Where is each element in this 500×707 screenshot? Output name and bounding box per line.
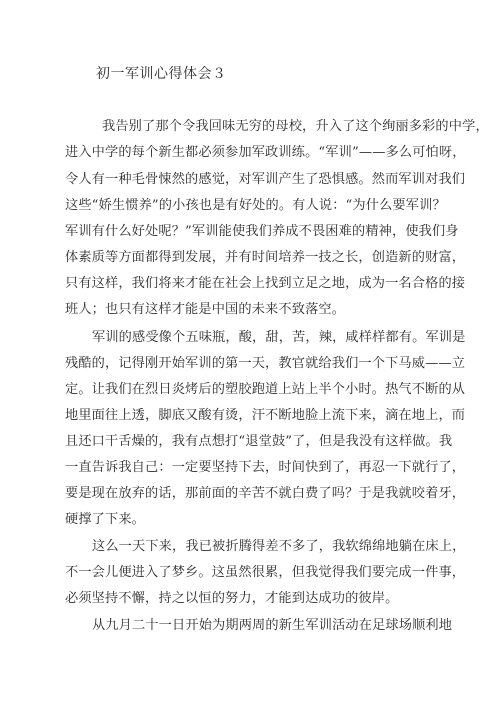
paragraph-2-line-5: 且还口干舌燥的，我有点想打“退堂鼓”了，但是我没有这样做。我 bbox=[65, 434, 453, 449]
paragraph-1-line-4: 这些“娇生惯养”的小孩也是有好处的。有人说：“为什么要军训？ bbox=[65, 198, 446, 213]
paragraph-1-line-6: 体素质等方面都得到发展，并有时间培养一技之长，创造新的财富， bbox=[65, 250, 466, 265]
paragraph-2-line-4: 地里面往上透，脚底又酸有烫，汗不断地脸上流下来，滴在地上，而 bbox=[65, 408, 466, 423]
paragraph-3-line-3: 必须坚持不懈，持之以恒的努力，才能到达成功的彼岸。 bbox=[65, 591, 399, 606]
paragraph-2-line-8: 硬撑了下来。 bbox=[65, 512, 146, 527]
paragraph-2-line-3: 定。让我们在烈日炎烤后的塑胶跑道上站上半个小时。热气不断的从 bbox=[65, 382, 466, 397]
paragraph-1-line-1: 我告别了那个令我回味无穷的母校，升入了这个绚丽多彩的中学， bbox=[102, 119, 489, 134]
paragraph-1-line-3: 令人有一种毛骨悚然的感觉，对军训产生了恐惧感。然而军训对我们 bbox=[65, 172, 466, 187]
paragraph-4-line-1: 从九月二十一日开始为期两周的新生军训活动在足球场顺利地 bbox=[92, 618, 453, 633]
paragraph-2-line-6: 一直告诉我自己：一定要坚持下去，时间快到了，再忍一下就行了， bbox=[65, 460, 466, 475]
paragraph-1-line-8: 班人；也只有这样才能是中国的未来不致落空。 bbox=[65, 302, 346, 317]
paragraph-1-line-5: 军训有什么好处呢？”军训能使我们养成不畏困难的精神，使我们身 bbox=[65, 224, 459, 239]
paragraph-1-line-7: 只有这样，我们将来才能在社会上找到立足之地，成为一名合格的接 bbox=[65, 276, 466, 291]
paragraph-2-line-2: 残酷的，记得刚开始军训的第一天，教官就给我们一个下马威——立 bbox=[65, 356, 466, 371]
paragraph-1-line-2: 进入中学的每个新生都必须参加军政训练。“军训”——多么可怕呀， bbox=[65, 145, 466, 160]
paragraph-3-line-1: 这么一天下来，我已被折腾得差不多了，我软绵绵地躺在床上， bbox=[92, 539, 466, 554]
paragraph-3-line-2: 不一会儿便进入了梦乡。这虽然很累，但我觉得我们要完成一件事， bbox=[65, 565, 466, 580]
paragraph-2-line-1: 军训的感受像个五味瓶，酸，甜，苦，辣，咸样样都有。军训是 bbox=[92, 330, 466, 345]
document-title: 初一军训心得体会３ bbox=[96, 66, 227, 82]
paragraph-2-line-7: 要是现在放弃的话，那前面的辛苦不就白费了吗？于是我就咬着牙， bbox=[65, 486, 466, 501]
